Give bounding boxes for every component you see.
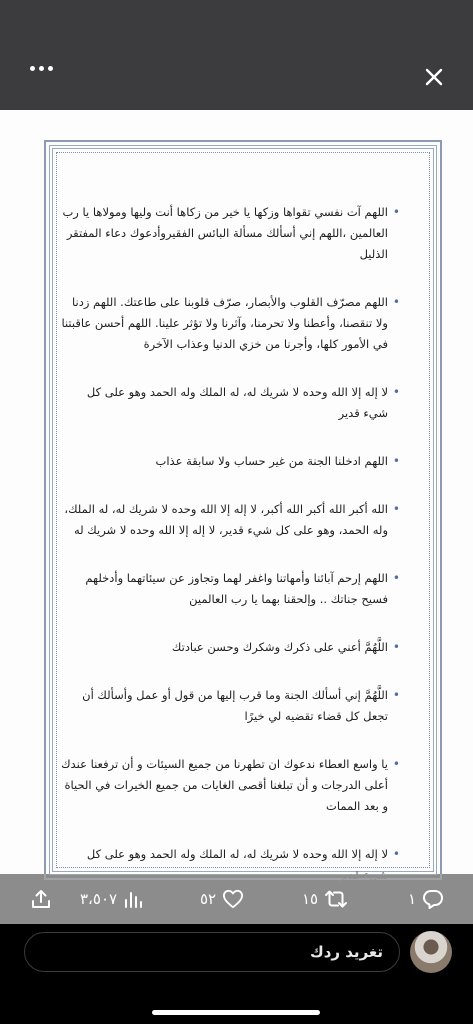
share-icon <box>30 888 52 910</box>
avatar[interactable] <box>410 931 452 973</box>
views-button[interactable] <box>80 886 143 912</box>
ellipsis-icon[interactable] <box>30 66 53 71</box>
dua-item: • الله أكبر الله أكبر الله أكبر، لا إله إلا الله وحده لا شريك له، له الملك، وله الحمد، وهو على كل شيء قدير، لا إله إلا الله وحده لا شريك له <box>60 499 400 541</box>
dua-item: • اللهم مصرّف القلوب والأبصار، صرّف قلوبنا على طاعتك. اللهم زدنا ولا تنقصنا، وأعطنا ولا تحرمنا، وآثرنا ولا تؤثر علينا. اللهم أحسن عاقبتنا في الأمور كلها، وأجرنا من خزي الدنيا وعذاب الآخرة <box>60 292 400 355</box>
dua-item: • اللَّهُمَّ أعني على ذكرك وشكرك وحسن عبادتك <box>60 637 400 658</box>
dua-item: • اللهم آت نفسي تقواها وزكها يا خير من زكاها أنت وليها ومولاها يا رب العالمين ،اللهم إني أسألك مسألة البائس الفقيروأدعوك دعاء المفتقر الذليل <box>60 202 400 265</box>
close-icon[interactable] <box>425 68 443 86</box>
reply-bar <box>0 924 473 1024</box>
dua-list <box>60 202 400 913</box>
heart-icon <box>222 889 244 909</box>
dua-item: • اللَّهُمَّ إني أسألك الجنة وما قرب إليها من قول أو عمل وأسألك أن تجعل كل قضاء تقضيه لي خيرًا <box>60 685 400 727</box>
reply-button[interactable] <box>408 886 444 912</box>
views-count: ٣،٥٠٧ <box>80 890 118 908</box>
dua-item: • اللهم ادخلنا الجنة من غير حساب ولا سابقة عذاب <box>60 451 400 472</box>
dua-item: • يا واسع العطاء ندعوك ان تطهرنا من جميع السيئات و أن ترفعنا عندك أعلى الدرجات و أن تبلغنا أقصى الغايات من جميع الخيرات في الحياة و بعد الممات <box>60 754 400 817</box>
top-toolbar <box>0 0 473 110</box>
retweet-button[interactable] <box>302 886 348 912</box>
like-button[interactable] <box>200 886 244 912</box>
dua-item: • لا إله إلا الله وحده لا شريك له، له الملك وله الحمد وهو على كل <box>60 844 400 886</box>
home-indicator[interactable] <box>152 1010 320 1015</box>
reply-input[interactable]: تغريد ردك <box>24 932 400 972</box>
analytics-icon <box>123 889 143 909</box>
dua-item: • لا إله إلا الله وحده لا شريك له، له الملك وله الحمد وهو على كل شيء قدير <box>60 382 400 424</box>
post-image[interactable] <box>0 110 473 874</box>
action-bar <box>0 874 473 924</box>
replies-count: ١ <box>408 890 417 908</box>
retweets-count: ١٥ <box>302 890 319 908</box>
dua-item: • اللهم إرحم آبائنا وأمهاتنا واغفر لهما وتجاوز عن سيئاتهما وأدخلهم فسيح جناتك .. وإلحقنا بهما يا رب العالمين <box>60 568 400 610</box>
comment-icon <box>422 888 444 910</box>
retweet-icon <box>324 889 348 909</box>
share-button[interactable] <box>30 886 52 912</box>
likes-count: ٥٢ <box>200 890 217 908</box>
